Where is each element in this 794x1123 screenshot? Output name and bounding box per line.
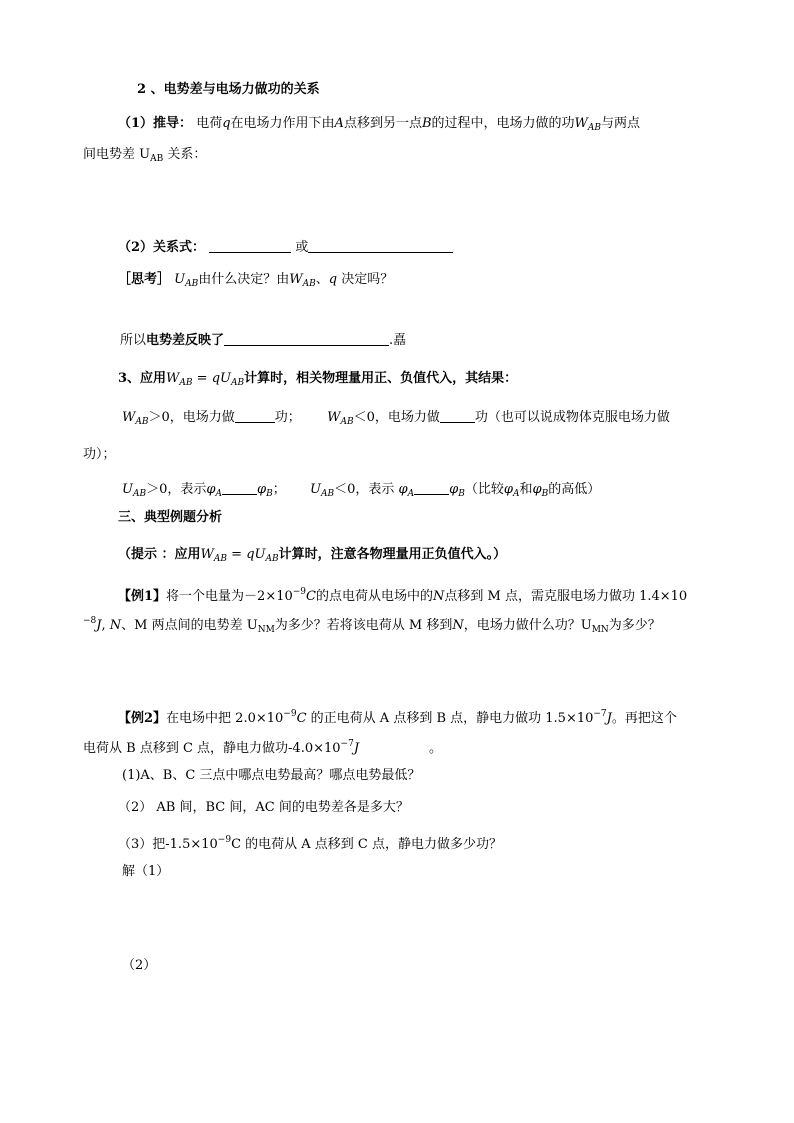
solution-label-2 — [122, 956, 156, 976]
section-number: 2 — [137, 82, 147, 97]
or-text: 或 — [295, 240, 309, 255]
section-2-title — [137, 80, 320, 100]
reflect-line — [120, 331, 406, 351]
var-qu: qU — [211, 371, 231, 386]
text: 3、应用 — [118, 371, 167, 386]
potential-blank-1[interactable] — [222, 480, 257, 495]
relation-label: （2）关系式： — [118, 240, 206, 255]
var-w: W — [166, 371, 180, 386]
text: 的高低） — [548, 482, 601, 497]
section-title-text: 、电势差与电场力做功的关系 — [150, 82, 320, 97]
text: 、M 两点间的电势差 U — [121, 618, 258, 633]
equals: = — [192, 371, 212, 386]
think-line — [118, 270, 393, 294]
example-2-line-2 — [83, 734, 442, 759]
subscript: AB — [185, 279, 199, 289]
solution-label-1 — [122, 862, 169, 882]
text: 的正电荷从 A 点移到 B 点，静电力做功 1.5×10 — [306, 711, 594, 726]
section-examples-title — [118, 508, 222, 528]
text: ＞0，表示 — [146, 482, 207, 497]
subscript: AB — [265, 554, 279, 564]
derivation-label: （1）推导： — [118, 116, 193, 131]
var-qu: qU — [246, 547, 266, 562]
superscript: −7 — [593, 709, 607, 719]
text: 在电场中把 2.0×10 — [166, 711, 284, 726]
phi-b: φ — [449, 482, 459, 497]
unit-c: C — [296, 711, 307, 726]
unit-j: J — [606, 711, 612, 726]
var-q: q — [328, 272, 338, 287]
text: 和 — [519, 482, 533, 497]
example-label: 【例1】 — [118, 589, 167, 604]
work-blank-2[interactable] — [440, 408, 475, 423]
text: ＜0，电场力做 — [353, 410, 440, 425]
work-blank-1[interactable] — [235, 408, 275, 423]
text: 的过程中，电场力做的功 — [431, 116, 575, 131]
text: 由什么决定？由 — [198, 272, 290, 287]
subscript: B — [458, 489, 465, 499]
relation-blank-1[interactable] — [209, 238, 291, 253]
var-b: B — [421, 116, 432, 131]
text: C 的电荷从 A 点移到 C 点，静电力做多少功？ — [231, 837, 503, 852]
text: 的点电荷从电场中的 — [316, 589, 434, 604]
example-2-question-2 — [118, 798, 409, 818]
section-3-line — [118, 369, 517, 393]
var-u: U — [174, 272, 186, 287]
text: 电荷 — [196, 116, 223, 131]
text: , — [101, 618, 110, 633]
text: 与两点 — [601, 116, 641, 131]
text: 关系： — [163, 147, 207, 162]
text: 。再把这个 — [611, 711, 677, 726]
unit-j: J — [353, 741, 360, 756]
var-w: W — [289, 272, 303, 287]
subscript: A — [513, 489, 520, 499]
text: ； — [272, 482, 286, 497]
phi-b: φ — [256, 482, 267, 497]
text: 计算时，相关物理量用正、负值代入，其结果： — [244, 371, 518, 386]
text: ＜0，表示 — [334, 482, 395, 497]
subscript: AB — [231, 378, 245, 388]
example-1-line-1 — [118, 582, 687, 607]
text: 三、典型例题分析 — [118, 510, 223, 525]
var-q: q — [222, 116, 231, 131]
text: （3）把-1.5×10 — [118, 837, 218, 852]
text: 点移到 M 点，需克服电场力做功 1.4×10 — [444, 589, 688, 604]
phi-b: φ — [532, 482, 542, 497]
text: 将一个电量为－2×10 — [166, 589, 293, 604]
subscript: AB — [135, 417, 149, 427]
text: 在电场力作用下由 — [230, 116, 335, 131]
subscript: NM — [257, 625, 275, 635]
text: （2） AB 间，BC 间，AC 间的电势差各是多大？ — [118, 800, 409, 815]
text: 为多少？ — [608, 618, 661, 633]
text: 间电势差 U — [83, 147, 151, 162]
work-sign-line — [122, 408, 670, 432]
var-w: W — [200, 547, 214, 562]
reflect-blank[interactable] — [224, 331, 389, 346]
var-u: U — [122, 482, 133, 497]
text: 功（也可以说成物体克服电场力做 — [474, 410, 670, 425]
potential-blank-2[interactable] — [414, 480, 449, 495]
equals: = — [227, 547, 247, 562]
superscript: −9 — [217, 835, 232, 845]
var-w: W — [574, 116, 588, 131]
var-w: W — [327, 410, 341, 425]
relation-line — [118, 238, 453, 258]
text: （2） — [122, 958, 157, 973]
subscript: MN — [591, 625, 609, 635]
var-w: W — [122, 410, 136, 425]
derivation-line-1 — [118, 114, 640, 138]
text: （提示 ：应用 — [118, 547, 201, 562]
hint-line — [118, 545, 506, 569]
var-u: U — [310, 482, 321, 497]
phi-a: φ — [398, 482, 408, 497]
potential-sign-line — [122, 480, 600, 504]
text: 功； — [274, 410, 301, 425]
subscript: A — [215, 489, 222, 499]
think-label: ［思考］ — [118, 272, 171, 287]
subscript: AB — [320, 489, 335, 499]
example-1-line-2 — [83, 611, 661, 640]
subscript: AB — [179, 378, 193, 388]
text: 决定吗？ — [337, 272, 394, 287]
text: （比较 — [464, 482, 504, 497]
example-2-question-1 — [122, 766, 420, 786]
subscript: B — [266, 489, 273, 499]
var-a: A — [334, 116, 344, 131]
phi-a: φ — [503, 482, 513, 497]
text: 电势差反映了 — [146, 333, 225, 348]
unit-c: C — [306, 589, 316, 604]
superscript: −7 — [340, 739, 354, 749]
text: 、 — [315, 272, 329, 287]
example-2-question-3 — [118, 830, 502, 855]
text: ＞0，电场力做 — [148, 410, 235, 425]
work-sign-line-2 — [83, 445, 116, 465]
example-2-line-1 — [118, 704, 677, 729]
text: ，电场力做什么功？U — [463, 618, 592, 633]
subscript: AB — [213, 554, 228, 564]
subscript: B — [541, 489, 549, 499]
text: 功）； — [83, 447, 116, 462]
text: (1)A、B、C 三点中哪点电势最高？哪点电势最低？ — [122, 768, 421, 783]
text: 点移到另一点 — [343, 116, 422, 131]
superscript: −9 — [292, 587, 307, 597]
subscript: AB — [150, 154, 164, 164]
text: 电荷从 B 点移到 C 点，静电力做功-4.0×10 — [83, 741, 341, 756]
text: 计算时，注意各物理量用正负值代入。） — [278, 547, 507, 562]
superscript: −9 — [283, 709, 297, 719]
text: 解（1） — [122, 864, 170, 879]
subscript: AB — [587, 123, 602, 133]
example-label: 【例2】 — [118, 711, 167, 726]
text: 为多少？若将该电荷从 M 移到 — [274, 618, 453, 633]
var-n: N — [433, 589, 445, 604]
phi-a: φ — [206, 482, 216, 497]
subscript: AB — [302, 279, 316, 289]
var-n: N — [109, 618, 122, 633]
subscript: AB — [340, 417, 354, 427]
unit-j: J — [96, 618, 102, 633]
subscript: AB — [132, 489, 147, 499]
text: 所以 — [120, 333, 147, 348]
subscript: A — [407, 489, 415, 499]
relation-blank-2[interactable] — [308, 238, 453, 253]
text: .嚞 — [389, 333, 407, 348]
superscript: −8 — [83, 616, 97, 626]
var-n: N — [452, 618, 464, 633]
derivation-line-2 — [83, 145, 206, 169]
text: 。 — [429, 741, 443, 756]
